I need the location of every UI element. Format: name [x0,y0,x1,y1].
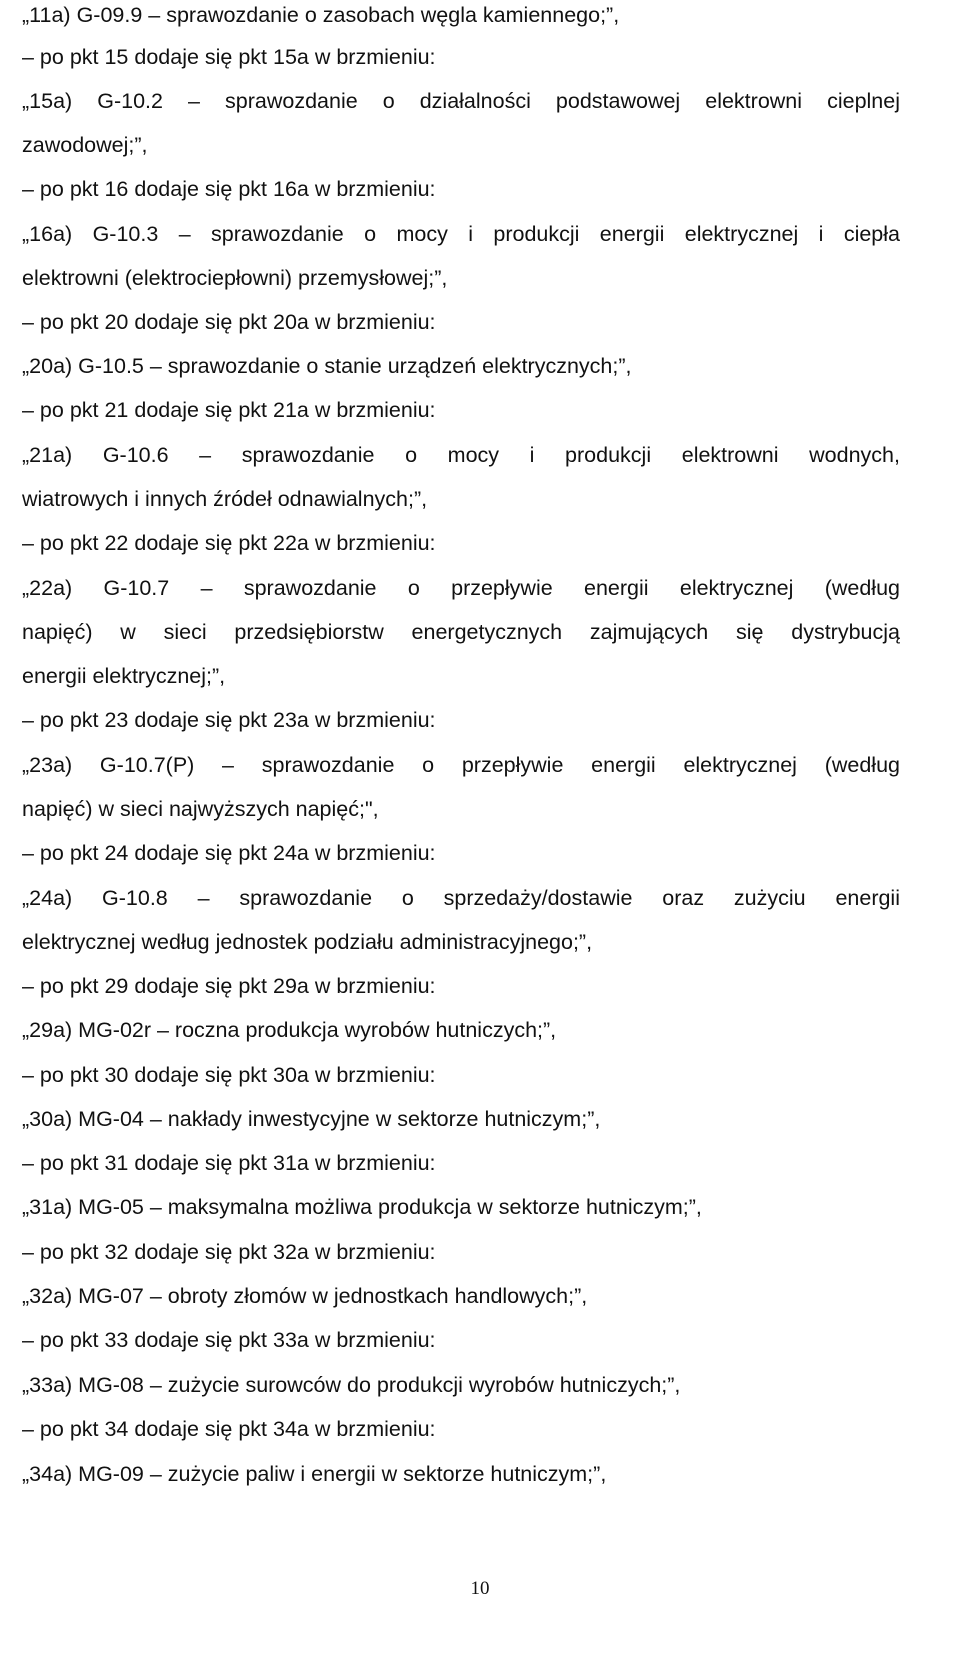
text-line-1: „11a) G-09.9 – sprawozdanie o zasobach węgla kamiennego;”, [22,3,620,27]
text-line-8: – po pkt 20 dodaje się pkt 20a w brzmieniu: [22,310,436,334]
text-line-21: „24a) G-10.8 – sprawozdanie o sprzedaży/dostawie oraz zużyciu energii [22,886,900,910]
text-line-13: – po pkt 22 dodaje się pkt 22a w brzmieniu: [22,531,436,555]
text-line-6: „16a) G-10.3 – sprawozdanie o mocy i produkcji energii elektrycznej i ciepła [22,222,900,246]
text-line-7: elektrowni (elektrociepłowni) przemysłowej;”, [22,266,448,290]
text-line-25: – po pkt 30 dodaje się pkt 30a w brzmieniu: [22,1063,436,1087]
text-line-31: – po pkt 33 dodaje się pkt 33a w brzmieniu: [22,1328,436,1352]
text-line-15: napięć) w sieci przedsiębiorstw energetycznych zajmujących się dystrybucją [22,620,900,644]
text-line-19: napięć) w sieci najwyższych napięć;", [22,797,379,821]
text-line-23: – po pkt 29 dodaje się pkt 29a w brzmieniu: [22,974,436,998]
text-line-3: „15a) G-10.2 – sprawozdanie o działalności podstawowej elektrowni cieplnej [22,89,900,113]
text-line-2: – po pkt 15 dodaje się pkt 15a w brzmieniu: [22,45,436,69]
text-line-34: „34a) MG-09 – zużycie paliw i energii w sektorze hutniczym;”, [22,1462,607,1486]
text-line-4: zawodowej;”, [22,133,148,157]
text-line-18: „23a) G-10.7(P) – sprawozdanie o przepływie energii elektrycznej (według [22,753,900,777]
text-line-14: „22a) G-10.7 – sprawozdanie o przepływie energii elektrycznej (według [22,576,900,600]
text-line-33: – po pkt 34 dodaje się pkt 34a w brzmieniu: [22,1417,436,1441]
text-line-27: – po pkt 31 dodaje się pkt 31a w brzmieniu: [22,1151,436,1175]
text-line-20: – po pkt 24 dodaje się pkt 24a w brzmieniu: [22,841,436,865]
text-line-28: „31a) MG-05 – maksymalna możliwa produkcja w sektorze hutniczym;”, [22,1195,702,1219]
text-line-22: elektrycznej według jednostek podziału administracyjnego;”, [22,930,593,954]
text-line-17: – po pkt 23 dodaje się pkt 23a w brzmieniu: [22,708,436,732]
page-number: 10 [470,1578,490,1599]
text-line-32: „33a) MG-08 – zużycie surowców do produkcji wyrobów hutniczych;”, [22,1373,681,1397]
text-line-29: – po pkt 32 dodaje się pkt 32a w brzmieniu: [22,1240,436,1264]
text-line-24: „29a) MG-02r – roczna produkcja wyrobów hutniczych;”, [22,1018,557,1042]
text-line-12: wiatrowych i innych źródeł odnawialnych;”, [22,487,428,511]
text-line-16: energii elektrycznej;”, [22,664,226,688]
text-line-11: „21a) G-10.6 – sprawozdanie o mocy i produkcji elektrowni wodnych, [22,443,900,467]
text-line-10: – po pkt 21 dodaje się pkt 21a w brzmieniu: [22,398,436,422]
text-line-5: – po pkt 16 dodaje się pkt 16a w brzmieniu: [22,177,436,201]
text-line-30: „32a) MG-07 – obroty złomów w jednostkach handlowych;”, [22,1284,588,1308]
text-line-9: „20a) G-10.5 – sprawozdanie o stanie urządzeń elektrycznych;”, [22,354,632,378]
text-line-26: „30a) MG-04 – nakłady inwestycyjne w sektorze hutniczym;”, [22,1107,601,1131]
